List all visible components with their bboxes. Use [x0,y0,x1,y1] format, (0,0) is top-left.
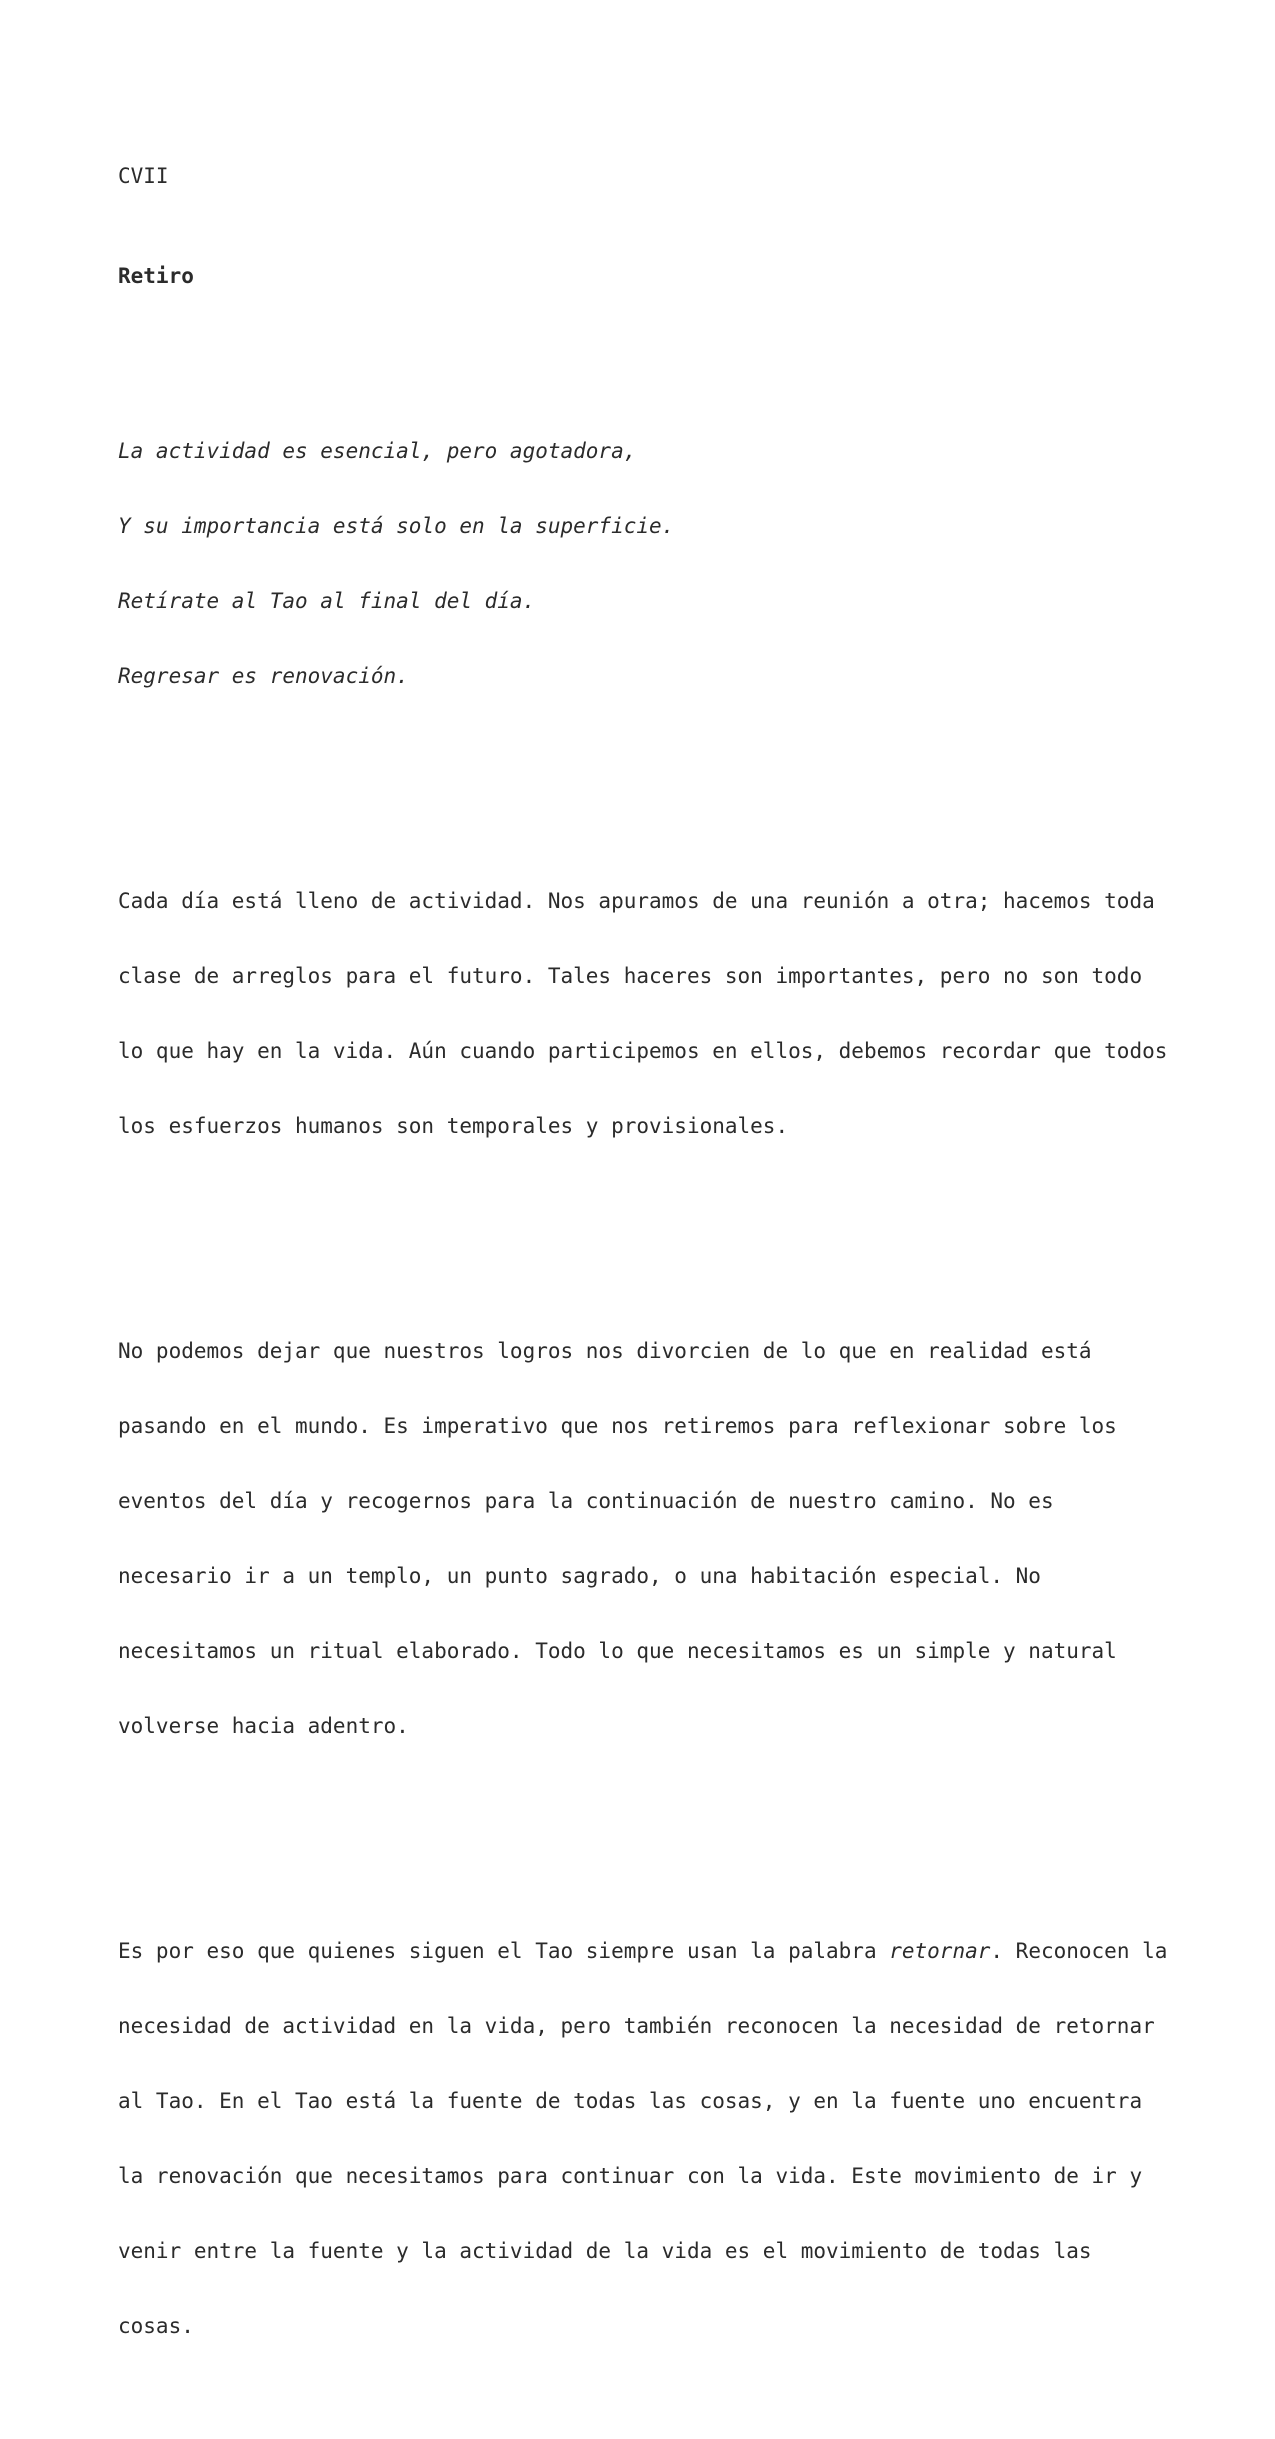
paragraph-line: eventos del día y recogernos para la continuación de nuestro camino. No es [118,1489,1054,1513]
chapter-number: CVII [118,164,169,188]
paragraph-line: necesitamos un ritual elaborado. Todo lo que necesitamos es un simple y natural [118,1639,1117,1663]
chapter-title: Retiro [118,264,194,288]
paragraph-line: al Tao. En el Tao está la fuente de todas las cosas, y en la fuente uno encuentra [118,2089,1143,2113]
paragraph-line: necesario ir a un templo, un punto sagrado, o una habitación especial. No [118,1564,1041,1588]
paragraph-line: pasando en el mundo. Es imperativo que nos retiremos para reflexionar sobre los [118,1414,1117,1438]
paragraph-line: necesidad de actividad en la vida, pero también reconocen la necesidad de retornar [118,2014,1155,2038]
paragraph-line: clase de arreglos para el futuro. Tales haceres son importantes, pero no son todo [118,964,1143,988]
verse-line: Regresar es renovación. [118,664,409,688]
document-page [118,114,1178,2439]
verse-line: Retírate al Tao al final del día. [118,589,536,613]
paragraph-line [118,1939,1178,1964]
emphasis-word: retornar [889,1939,991,1963]
paragraph-line: los esfuerzos humanos son temporales y provisionales. [118,1114,789,1138]
paragraph-line: lo que hay en la vida. Aún cuando participemos en ellos, debemos recordar que todos [118,1039,1168,1063]
paragraph-line: cosas. [118,2314,194,2338]
paragraph-1 [118,839,1178,1189]
verse-line: Y su importancia está solo en la superficie. [118,514,675,538]
paragraph-line: la renovación que necesitamos para continuar con la vida. Este movimiento de ir y [118,2164,1143,2188]
paragraph-3 [118,1889,1178,2389]
verse [118,389,1178,739]
paragraph-line: No podemos dejar que nuestros logros nos divorcien de lo que en realidad está [118,1339,1092,1363]
paragraph-line: venir entre la fuente y la actividad de la vida es el movimiento de todas las [118,2239,1092,2263]
paragraph-line: Cada día está lleno de actividad. Nos apuramos de una reunión a otra; hacemos toda [118,889,1155,913]
paragraph-2 [118,1289,1178,1789]
paragraph-line: volverse hacia adentro. [118,1714,409,1738]
verse-line: La actividad es esencial, pero agotadora, [118,439,637,463]
paragraph-text: Es por eso que quienes siguen el Tao siempre usan la palabra [118,1939,890,1963]
paragraph-text: . Reconocen la [990,1939,1168,1963]
